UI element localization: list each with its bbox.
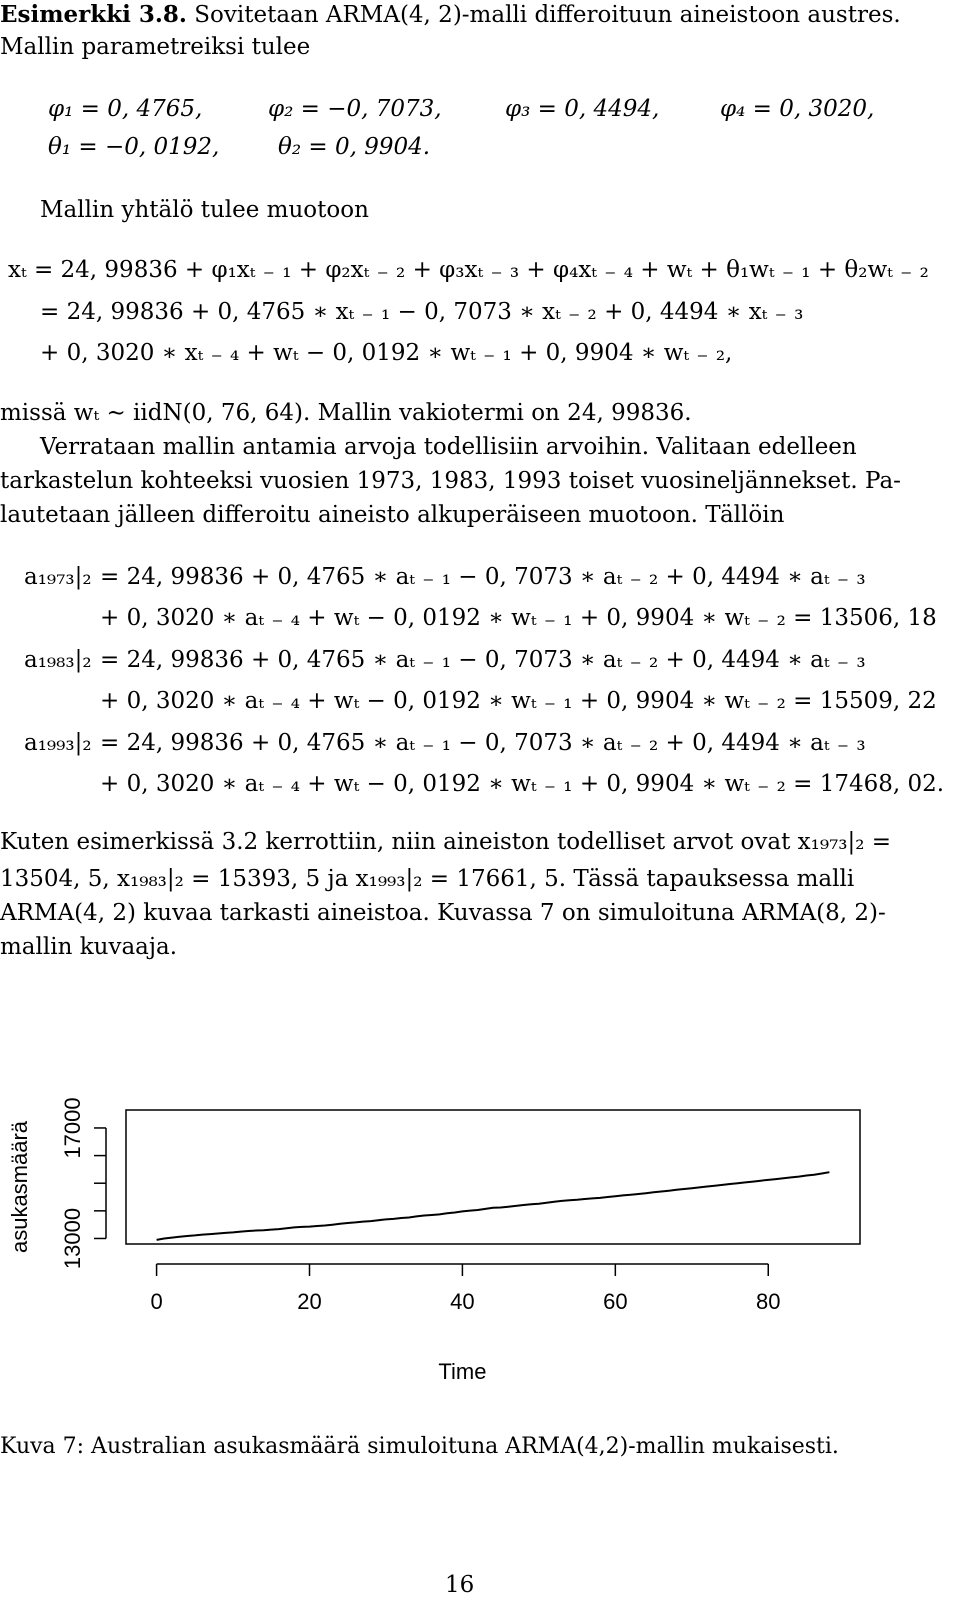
figure-caption: Kuva 7: Australian asukasmäärä simuloituna ARMA(4,2)-mallin mukaisesti. [0, 1434, 839, 1459]
page-number: 16 [445, 1572, 475, 1598]
paragraph1-line3: tarkastelun kohteeksi vuosien 1973, 1983, 1993 toiset vuosineljännekset. Pa- [0, 468, 901, 494]
forecast-1983-line2: + 0, 3020 ∗ aₜ ₋ ₄ + wₜ − 0, 0192 ∗ wₜ ₋ ₁ + 0, 9904 ∗ wₜ ₋ ₂ = 15509, 22 [100, 688, 937, 714]
forecast-1973-lhs: a₁₉₇₃|₂ [24, 564, 92, 590]
model-intro: Mallin yhtälö tulee muotoon [40, 197, 369, 223]
param-phi1: φ₁ = 0, 4765, [48, 96, 203, 122]
example-intro: Sovitetaan ARMA(4, 2)-malli differoituun aineistoon austres. [194, 2, 901, 28]
model-eq-line2: = 24, 99836 + 0, 4765 ∗ xₜ ₋ ₁ − 0, 7073 ∗ xₜ ₋ ₂ + 0, 4494 ∗ xₜ ₋ ₃ [40, 299, 804, 325]
paragraph1-line4: lautetaan jälleen differoitu aineisto alkuperäiseen muotoon. Tällöin [0, 502, 785, 528]
example-intro-line2: Mallin parametreiksi tulee [0, 34, 311, 60]
param-theta1: θ₁ = −0, 0192, [48, 134, 220, 160]
x-tick-label: 20 [297, 1289, 322, 1314]
forecast-1983-line1: = 24, 99836 + 0, 4765 ∗ aₜ ₋ ₁ − 0, 7073 ∗ aₜ ₋ ₂ + 0, 4494 ∗ aₜ ₋ ₃ [100, 647, 866, 673]
paragraph2-line4: mallin kuvaaja. [0, 934, 178, 960]
x-tick-label: 80 [756, 1289, 781, 1314]
forecast-1973-line1: = 24, 99836 + 0, 4765 ∗ aₜ ₋ ₁ − 0, 7073 ∗ aₜ ₋ ₂ + 0, 4494 ∗ aₜ ₋ ₃ [100, 564, 866, 590]
x-tick-label: 60 [603, 1289, 628, 1314]
plot-frame [126, 1110, 860, 1244]
y-tick-label: 17000 [60, 1097, 85, 1159]
param-theta2: θ₂ = 0, 9904. [278, 134, 431, 160]
example-heading [0, 0, 901, 30]
forecast-1993-line2: + 0, 3020 ∗ aₜ ₋ ₄ + wₜ − 0, 0192 ∗ wₜ ₋ ₁ + 0, 9904 ∗ wₜ ₋ ₂ = 17468, 02. [100, 771, 945, 797]
x-tick-label: 40 [450, 1289, 475, 1314]
x-axis-label: Time [438, 1359, 487, 1384]
y-tick-label: 13000 [60, 1207, 85, 1270]
forecast-1983-lhs: a₁₉₈₃|₂ [24, 647, 92, 673]
param-phi2: φ₂ = −0, 7073, [268, 96, 442, 122]
y-axis-label: asukasmäärä [7, 1120, 32, 1254]
paragraph2-line2: 13504, 5, x₁₉₈₃|₂ = 15393, 5 ja x₁₉₉₃|₂ = 17661, 5. Tässä tapauksessa malli [0, 866, 855, 892]
series-line [157, 1172, 830, 1240]
paragraph1-line1: missä wₜ ∼ iidN(0, 76, 64). Mallin vakiotermi on 24, 99836. [0, 400, 692, 426]
forecast-1993-line1: = 24, 99836 + 0, 4765 ∗ aₜ ₋ ₁ − 0, 7073 ∗ aₜ ₋ ₂ + 0, 4494 ∗ aₜ ₋ ₃ [100, 730, 866, 756]
model-eq-line3: + 0, 3020 ∗ xₜ ₋ ₄ + wₜ − 0, 0192 ∗ wₜ ₋ ₁ + 0, 9904 ∗ wₜ ₋ ₂, [40, 340, 733, 366]
example-label: Esimerkki 3.8. [0, 1, 187, 28]
paragraph2-line3: ARMA(4, 2) kuvaa tarkasti aineistoa. Kuvassa 7 on simuloituna ARMA(8, 2)- [0, 900, 886, 926]
param-phi3: φ₃ = 0, 4494, [505, 96, 660, 122]
forecast-1993-lhs: a₁₉₉₃|₂ [24, 730, 92, 756]
forecast-1973-line2: + 0, 3020 ∗ aₜ ₋ ₄ + wₜ − 0, 0192 ∗ wₜ ₋ ₁ + 0, 9904 ∗ wₜ ₋ ₂ = 13506, 18 [100, 605, 937, 631]
model-eq-line1: xₜ = 24, 99836 + φ₁xₜ ₋ ₁ + φ₂xₜ ₋ ₂ + φ₃xₜ ₋ ₃ + φ₄xₜ ₋ ₄ + wₜ + θ₁wₜ ₋ ₁ + θ₂wₜ ₋ ₂ [8, 257, 929, 283]
x-tick-label: 0 [150, 1289, 163, 1314]
population-chart [0, 1080, 960, 1420]
param-phi4: φ₄ = 0, 3020, [720, 96, 875, 122]
paragraph2-line1: Kuten esimerkissä 3.2 kerrottiin, niin aineiston todelliset arvot ovat x₁₉₇₃|₂ = [0, 829, 892, 855]
paragraph1-line2: Verrataan mallin antamia arvoja todellisiin arvoihin. Valitaan edelleen [40, 434, 857, 460]
